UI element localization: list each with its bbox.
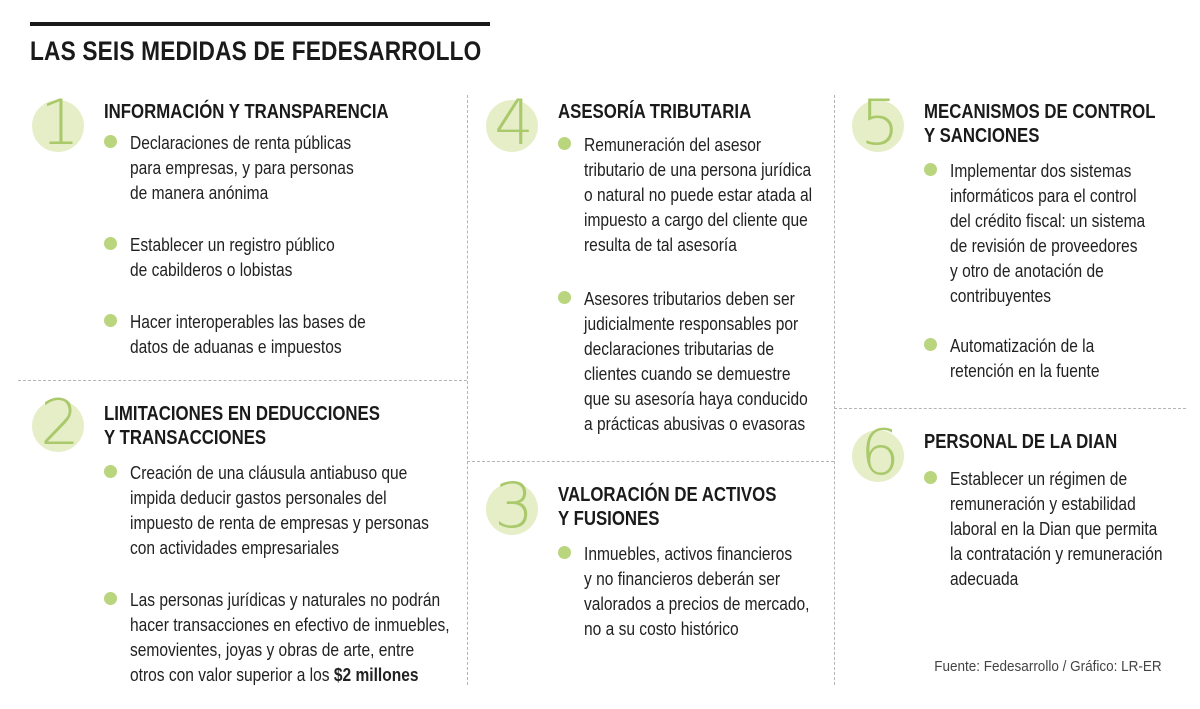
text-line-content: informáticos para el control [950,185,1137,206]
text-line [584,411,808,436]
page-title: LAS SEIS MEDIDAS DE FEDESARROLLO [30,36,482,66]
section-heading [924,430,1117,454]
text-line [130,612,450,637]
text-line-content: Implementar dos sistemas [950,160,1132,181]
bullet-text [584,541,809,641]
text-line [950,466,1162,491]
text-line [584,286,808,311]
text-line [584,566,809,591]
text-line [950,158,1145,183]
text-line-content: Asesores tributarios deben ser [584,288,795,309]
text-line [584,361,808,386]
text-line [130,485,429,510]
text-line-content: o natural no puede estar atada al [584,184,813,205]
text-line [950,283,1145,308]
heading-line: Y FUSIONES [558,508,660,530]
text-line-content: datos de aduanas e impuestos [130,336,342,357]
text-line [584,207,812,232]
text-line-content: de revisión de proveedores [950,235,1138,256]
text-line-content: Declaraciones de renta públicas [130,132,352,153]
text-line-content: de manera anónima [130,182,269,203]
source-credit: Fuente: Fedesarrollo / Gráfico: LR-ER [934,658,1162,675]
text-line [584,616,809,641]
text-line-content: impuesto a cargo del cliente que [584,209,808,230]
bullet-dot-icon [558,546,571,559]
section-heading [558,100,751,124]
text-line-content: y otro de anotación de [950,260,1104,281]
text-line-content: impida deducir gastos personales del [130,487,387,508]
bullet-dot-icon [104,237,117,250]
text-line [950,208,1145,233]
section-heading [924,100,1155,148]
text-line [130,510,429,535]
text-line [950,566,1162,591]
text-line-content: Creación de una cláusula antiabuso que [130,462,408,483]
text-line-content: del crédito fiscal: un sistema [950,210,1146,231]
text-line [584,232,812,257]
bullet-dot-icon [924,338,937,351]
column-divider-2 [834,95,835,685]
text-line [130,180,354,205]
text-line [950,333,1099,358]
text-line-content: tributario de una persona jurídica [584,159,812,180]
text-line-content: no a su costo histórico [584,618,739,639]
heading-line: MECANISMOS DE CONTROL [924,101,1156,123]
text-line-content: retención en la fuente [950,360,1100,381]
text-line [950,541,1162,566]
bullet-text [584,286,808,436]
bullet-text [130,130,354,205]
bullet-text [130,460,429,560]
text-line-content: laboral en la Dian que permita [950,518,1158,539]
text-line [950,258,1145,283]
bullet-dot-icon [558,137,571,150]
bullet-text [130,587,450,687]
bullet-dot-icon [104,465,117,478]
text-line-content: adecuada [950,568,1019,589]
text-line [130,257,335,282]
heading-line: Y SANCIONES [924,125,1040,147]
row-divider-right [834,408,1186,409]
text-line [130,309,366,334]
text-line-content: de cabilderos o lobistas [130,259,293,280]
text-line [950,233,1145,258]
text-line [950,358,1099,383]
text-line [584,591,809,616]
bullet-dot-icon [558,291,571,304]
text-line-content: Establecer un régimen de [950,468,1128,489]
row-divider-left [18,380,467,381]
text-line [130,334,366,359]
heading-line: LIMITACIONES EN DEDUCCIONES [104,403,380,425]
text-line [584,157,812,182]
text-line-content: Automatización de la [950,335,1095,356]
text-line-content: a prácticas abusivas o evasoras [584,413,806,434]
bullet-dot-icon [104,314,117,327]
text-line [950,491,1162,516]
text-line [130,130,354,155]
text-line-content: resulta de tal asesoría [584,234,737,255]
text-line-content: valorados a precios de mercado, [584,593,810,614]
text-line-content: y no financieros deberán ser [584,568,781,589]
bullet-dot-icon [924,471,937,484]
text-line-content: Establecer un registro público [130,234,335,255]
text-line [584,132,812,157]
bullet-text [130,309,366,359]
text-line [584,541,809,566]
text-line [130,535,429,560]
heading-line: ASESORÍA TRIBUTARIA [558,101,752,123]
section-number: 3 [494,469,534,542]
text-line [130,637,450,662]
text-line-content: Hacer interoperables las bases de [130,311,366,332]
text-line-content: judicialmente responsables por [584,313,799,334]
text-line [950,516,1162,541]
heading-line: INFORMACIÓN Y TRANSPARENCIA [104,101,389,123]
text-line [130,155,354,180]
text-line-content: impuesto de renta de empresas y personas [130,512,429,533]
text-line-content: clientes cuando se demuestre [584,363,791,384]
title-rule [30,22,490,26]
section-heading [558,483,776,531]
text-line-content: semovientes, joyas y obras de arte, entre [130,639,415,660]
heading-line: VALORACIÓN DE ACTIVOS [558,484,777,506]
section-number: 1 [40,86,80,159]
heading-line: Y TRANSACCIONES [104,427,267,449]
text-line-content: que su asesoría haya conducido [584,388,808,409]
column-divider-1 [467,95,468,685]
section-number: 2 [40,386,80,459]
text-line-content: contribuyentes [950,285,1052,306]
bullet-text [950,333,1099,383]
text-line [130,662,450,687]
text-line-content: la contratación y remuneración [950,543,1163,564]
text-line-content: hacer transacciones en efectivo de inmuebles, [130,614,450,635]
section-number: 6 [860,416,900,489]
text-line-content: con actividades empresariales [130,537,340,558]
text-line [950,183,1145,208]
bullet-dot-icon [924,163,937,176]
text-line-content: Inmuebles, activos financieros [584,543,793,564]
section-heading [104,402,380,450]
text-line [130,232,335,257]
text-line [130,460,429,485]
section-heading [104,100,389,124]
heading-line: PERSONAL DE LA DIAN [924,431,1118,453]
text-line-content: otros con valor superior a los [130,664,330,685]
bullet-dot-icon [104,135,117,148]
bullet-dot-icon [104,592,117,605]
bullet-text [950,466,1162,591]
section-number: 4 [494,86,534,159]
bullet-text [584,132,812,257]
section-number: 5 [860,86,900,159]
text-line [584,182,812,207]
text-line-content: declaraciones tributarias de [584,338,775,359]
row-divider-middle [467,461,834,462]
text-line [584,311,808,336]
bullet-text [130,232,335,282]
text-line-content: Remuneración del asesor [584,134,762,155]
bullet-text [950,158,1145,308]
text-line [130,587,450,612]
text-line-content: remuneración y estabilidad [950,493,1136,514]
text-line [584,336,808,361]
amount-highlight: $2 millones [333,664,419,685]
text-line [584,386,808,411]
text-line-content: Las personas jurídicas y naturales no podrán [130,589,441,610]
text-line-content: para empresas, y para personas [130,157,354,178]
